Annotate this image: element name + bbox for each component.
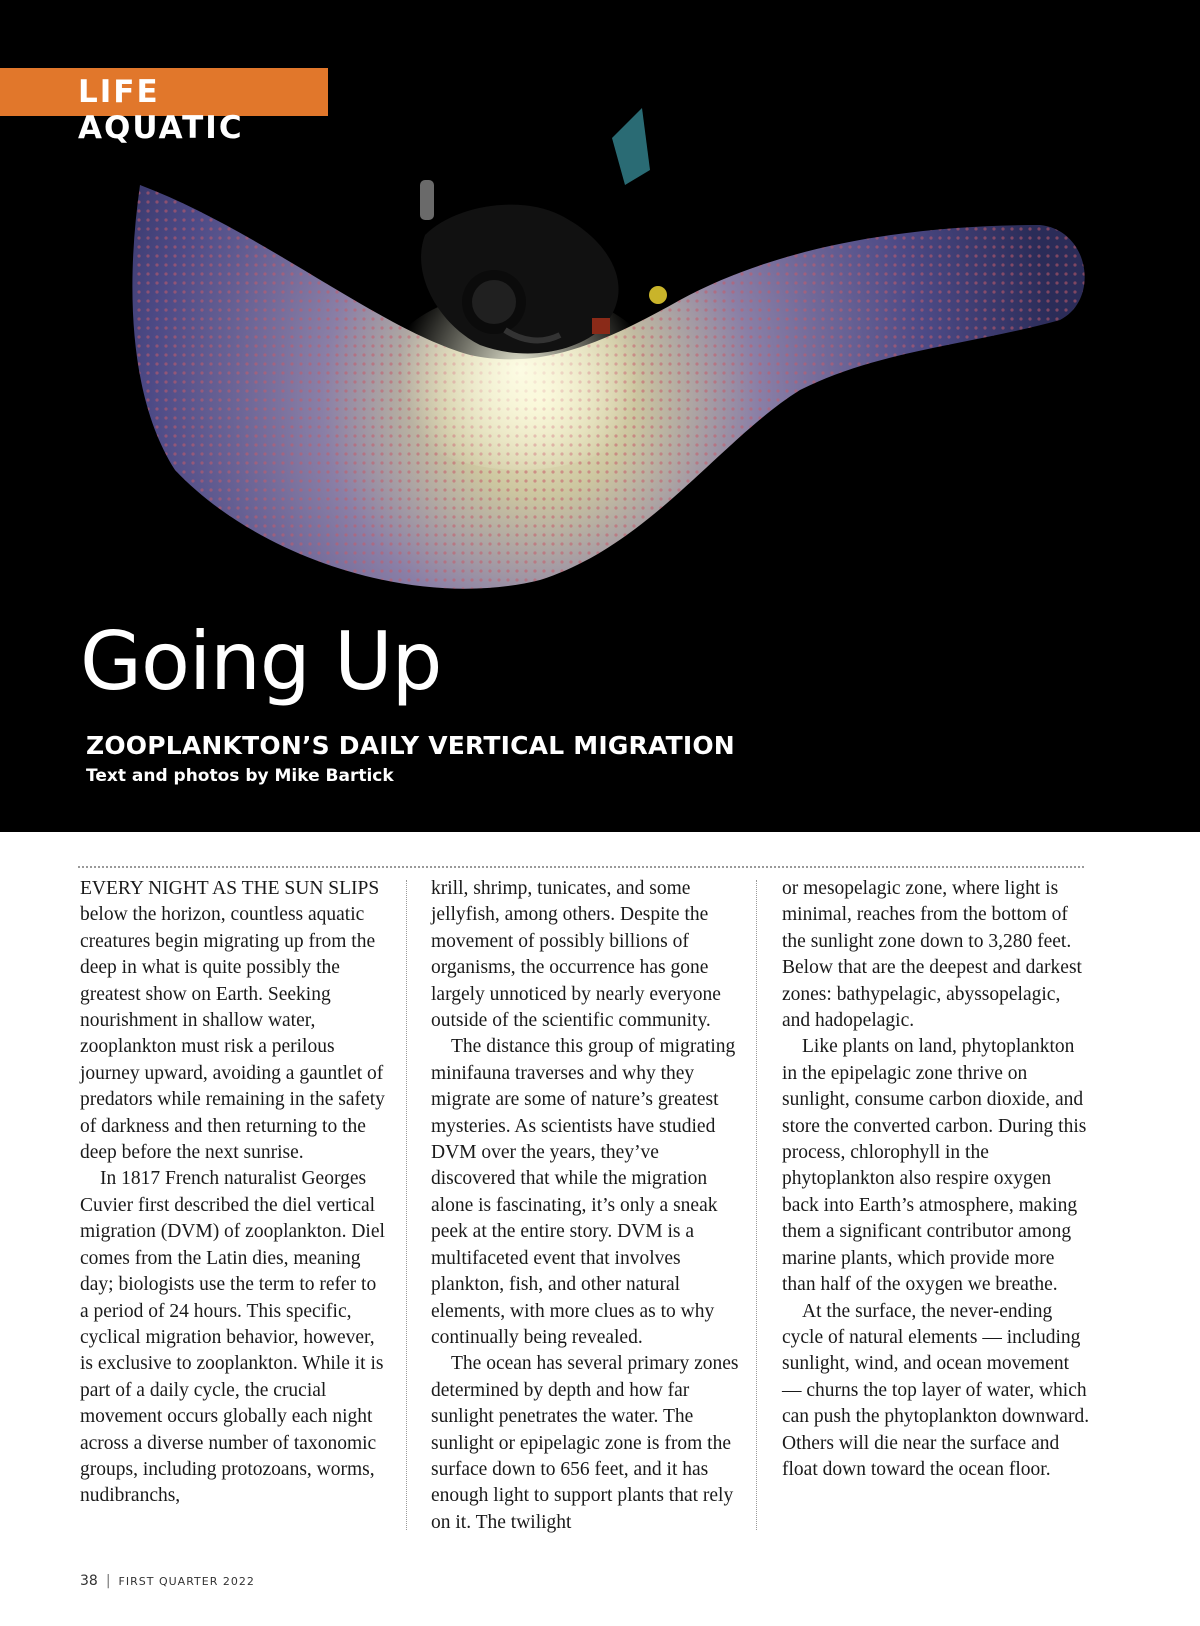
column-divider (406, 880, 407, 1530)
text-column-1 (80, 876, 388, 1510)
section-tag (0, 68, 328, 146)
paragraph: At the surface, the never-ending cycle of natural elements — including sunlight, wind, and ocean movement — churns the top layer of water, which can push the phytoplankton downward. Others will die near the surface and float down toward the ocean floor. (782, 1300, 1090, 1480)
page-number: 38 (80, 1573, 98, 1589)
top-rule (78, 866, 1084, 868)
page-footer (80, 1570, 255, 1589)
text-column-2 (431, 876, 739, 1536)
footer-separator: | (105, 1573, 111, 1589)
paragraph: EVERY NIGHT AS THE SUN SLIPS below the horizon, countless aquatic creatures begin migrating up from the deep in what is quite possibly the greatest show on Earth. Seeking nourishment in shallow water, zooplankton must risk a perilous journey upward, avoiding a gauntlet of predators while remaining in the safety of darkness and then returning to the deep before the next sunrise. (80, 878, 385, 1164)
article-title: Going Up (80, 615, 442, 708)
column-divider (756, 880, 757, 1530)
paragraph: krill, shrimp, tunicates, and some jellyfish, among others. Despite the movement of possibly billions of organisms, the occurrence has gone largely unnoticed by nearly everyone outside of the scientific community. (431, 878, 721, 1032)
text-column-3 (782, 876, 1090, 1483)
article-subtitle: ZOOPLANKTON’S DAILY VERTICAL MIGRATION (86, 731, 735, 760)
issue-label: FIRST QUARTER 2022 (118, 1575, 255, 1588)
paragraph: The distance this group of migrating minifauna traverses and why they migrate are some of nature’s greatest mysteries. As scientists have studied DVM over the years, they’ve discovered that while the migration alone is fascinating, it’s only a sneak peek at the entire story. DVM is a multifaceted event that involves plankton, fish, and other natural elements, with more clues as to why continually being revealed. (431, 1036, 736, 1348)
paragraph: In 1817 French naturalist Georges Cuvier first described the diel vertical migration (DVM) of zooplankton. Diel comes from the Latin dies, meaning day; biologists use the term to refer to a period of 24 hours. This specific, cyclical migration behavior, however, is exclusive to zooplankton. While it is part of a daily cycle, the crucial movement occurs globally each night across a diverse number of taxonomic groups, including protozoans, worms, nudibranchs, (80, 1168, 385, 1507)
paragraph: or mesopelagic zone, where light is minimal, reaches from the bottom of the sunlight zone down to 3,280 feet. Below that are the deepest and darkest zones: bathypelagic, abyssopelagic, and hadopelagic. (782, 878, 1082, 1032)
paragraph: The ocean has several primary zones determined by depth and how far sunlight penetrates the water. The sunlight or epipelagic zone is from the surface down to 656 feet, and it has enough light to support plants that rely on it. The twilight (431, 1353, 739, 1533)
article-byline: Text and photos by Mike Bartick (86, 766, 394, 786)
paragraph: Like plants on land, phytoplankton in the epipelagic zone thrive on sunlight, consume carbon dioxide, and store the converted carbon. During this process, chlorophyll in the phytoplankton also respire oxygen back into Earth’s atmosphere, making them a significant contributor among marine plants, which provide more than half of the oxygen we breathe. (782, 1036, 1087, 1296)
section-label: LIFE AQUATIC (78, 74, 244, 146)
